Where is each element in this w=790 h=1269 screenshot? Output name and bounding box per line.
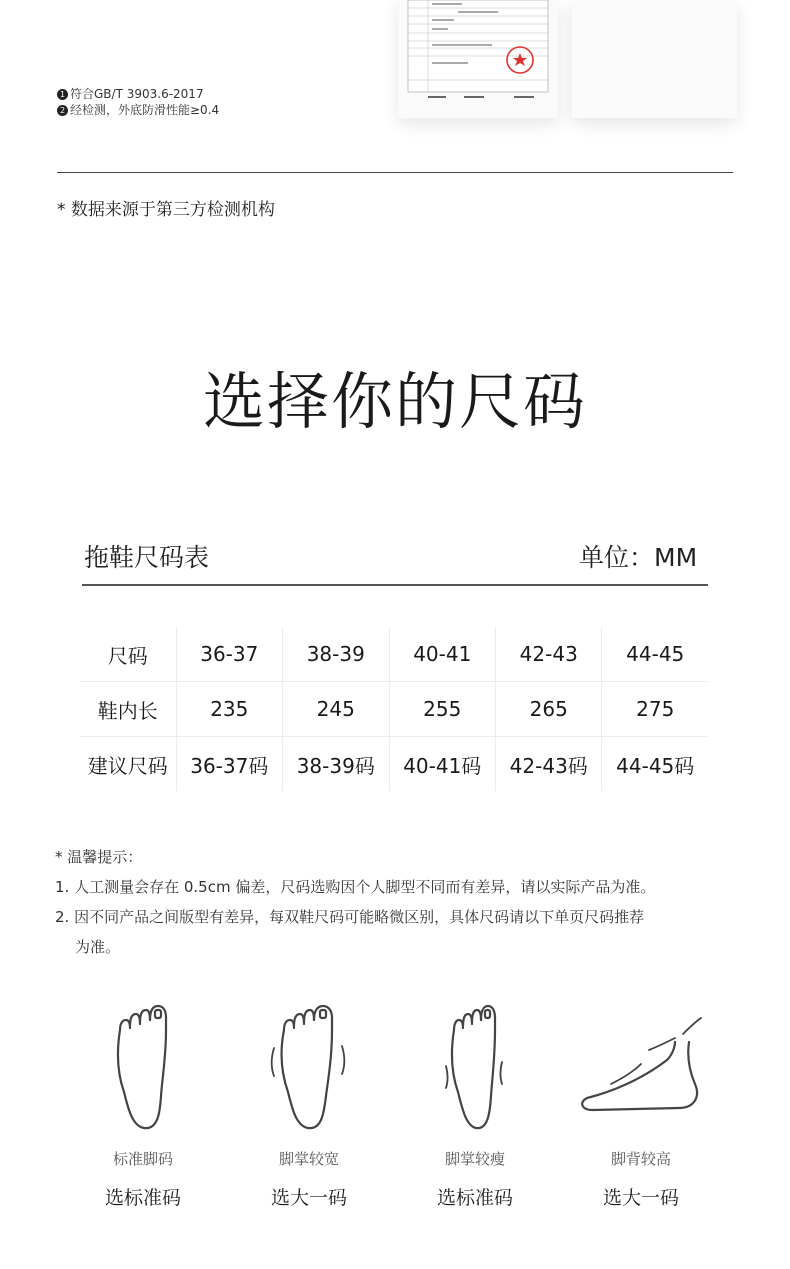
foot-type-wide xyxy=(226,1000,392,1210)
row-header: 建议尺码 xyxy=(87,753,168,778)
table-cell: 44-45码 xyxy=(601,737,707,791)
high-instep-foot-icon xyxy=(571,1000,711,1130)
table-cell: 42-43 xyxy=(495,627,601,681)
tip-1: 1. 人工测量会存在 0.5cm 偏差，尺码选购因个人脚型不同而有差异，请以实际产品为准。 xyxy=(55,878,656,896)
size-advice: 选标准码 xyxy=(436,1187,513,1209)
table-row-inner-length xyxy=(80,682,708,737)
table-cell: 42-43码 xyxy=(495,737,601,791)
size-advice: 选标准码 xyxy=(104,1187,181,1209)
table-cell: 235 xyxy=(176,682,282,736)
size-advice: 选大一码 xyxy=(270,1187,347,1209)
foot-type-guide xyxy=(60,1000,740,1210)
size-table xyxy=(80,627,708,791)
certification-notes xyxy=(57,86,219,118)
table-cell: 36-37 xyxy=(176,627,282,681)
foot-type-caption: 脚掌较瘦 xyxy=(444,1150,505,1168)
table-row-recommended xyxy=(80,737,708,791)
tips-heading: * 温馨提示： xyxy=(55,848,143,866)
note-number-badge: 1 xyxy=(57,89,68,100)
foot-type-high-instep xyxy=(558,1000,724,1210)
data-source-note: * 数据来源于第三方检测机构 xyxy=(57,200,275,220)
divider xyxy=(57,172,733,173)
note-antislip-text: 经检测，外底防滑性能≥0.4 xyxy=(70,103,220,117)
foot-type-standard xyxy=(60,1000,226,1210)
note-standard xyxy=(57,86,219,102)
table-cell: 40-41 xyxy=(389,627,495,681)
table-cell: 40-41码 xyxy=(389,737,495,791)
foot-type-caption: 脚掌较宽 xyxy=(278,1150,339,1168)
note-standard-text: 符合GB/T 3903.6-2017 xyxy=(70,87,204,101)
tips xyxy=(55,842,755,962)
narrow-foot-icon xyxy=(430,1000,520,1130)
size-advice: 选大一码 xyxy=(602,1187,679,1209)
note-antislip xyxy=(57,102,219,118)
tip-2-continued: 为准。 xyxy=(75,938,121,956)
test-report-image xyxy=(398,0,558,118)
test-report-page-2 xyxy=(572,0,737,118)
table-cell: 38-39码 xyxy=(282,737,388,791)
note-number-badge: 2 xyxy=(57,105,68,116)
wide-foot-icon xyxy=(264,1000,354,1130)
table-cell: 275 xyxy=(601,682,707,736)
table-row-size xyxy=(80,627,708,682)
size-chart-title: 拖鞋尺码表 xyxy=(84,543,210,572)
test-report-document-icon xyxy=(398,0,558,118)
row-header: 尺码 xyxy=(107,643,148,668)
table-cell: 255 xyxy=(389,682,495,736)
table-cell: 245 xyxy=(282,682,388,736)
table-cell: 44-45 xyxy=(601,627,707,681)
foot-type-caption: 标准脚码 xyxy=(112,1150,173,1168)
row-header: 鞋内长 xyxy=(97,698,158,723)
divider xyxy=(82,584,708,586)
table-cell: 36-37码 xyxy=(176,737,282,791)
foot-type-narrow xyxy=(392,1000,558,1210)
foot-type-caption: 脚背较高 xyxy=(610,1150,671,1168)
page-title: 选择你的尺码 xyxy=(202,365,587,438)
size-chart-unit: 单位：MM xyxy=(579,543,698,572)
table-cell: 265 xyxy=(495,682,601,736)
table-cell: 38-39 xyxy=(282,627,388,681)
standard-foot-icon xyxy=(108,1000,178,1130)
tip-2: 2. 因不同产品之间版型有差异，每双鞋尺码可能略微区别，具体尺码请以下单页尺码推荐 xyxy=(55,908,645,926)
